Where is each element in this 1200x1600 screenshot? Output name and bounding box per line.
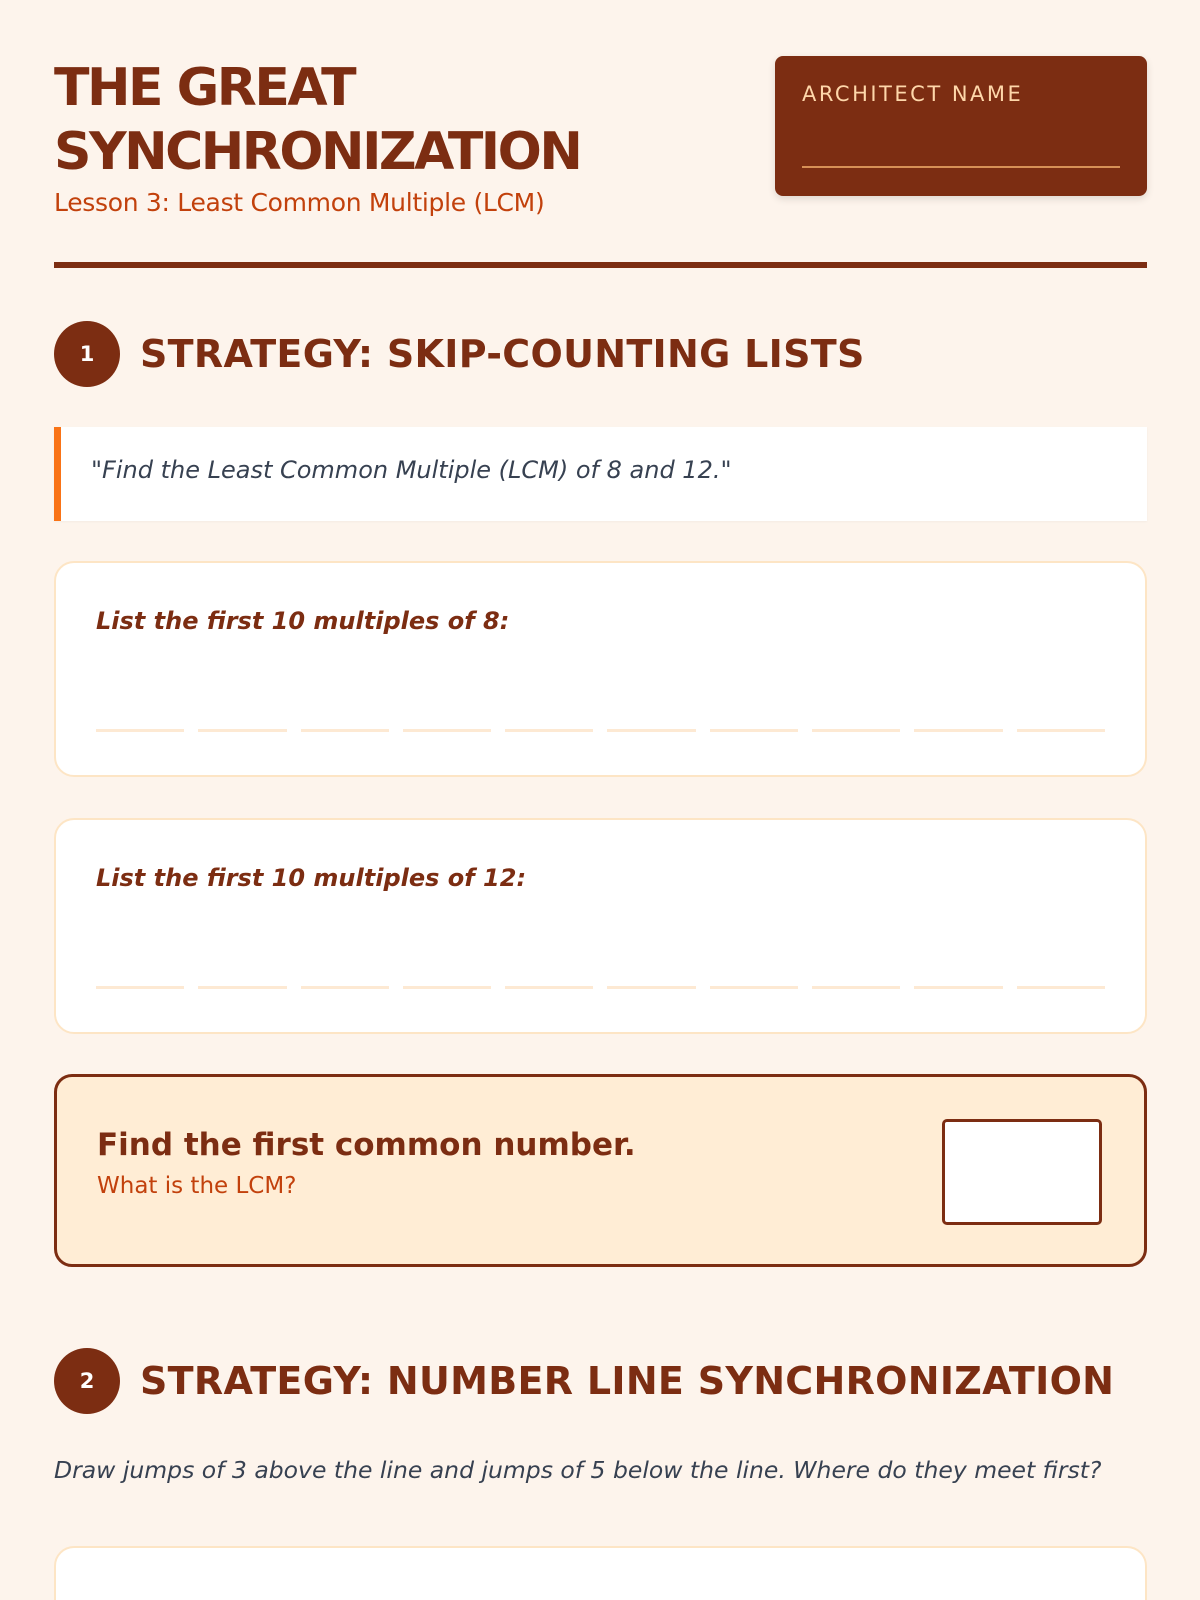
answer-blank[interactable] <box>812 986 900 989</box>
multiples-of-8-label: List the first 10 multiples of 8: <box>96 607 510 635</box>
answer-blank[interactable] <box>607 729 695 732</box>
answer-blank[interactable] <box>198 986 286 989</box>
multiples-of-12-blanks <box>96 986 1105 989</box>
answer-blank[interactable] <box>914 986 1002 989</box>
multiples-of-8-card <box>54 561 1147 777</box>
section-2-title: STRATEGY: NUMBER LINE SYNCHRONIZATION <box>140 1359 1115 1403</box>
architect-name-label: ARCHITECT NAME <box>802 82 1024 106</box>
answer-blank[interactable] <box>403 986 491 989</box>
section-1-title: STRATEGY: SKIP-COUNTING LISTS <box>140 332 865 376</box>
answer-prompt-title: Find the first common number. <box>97 1127 636 1163</box>
multiples-of-12-label: List the first 10 multiples of 12: <box>96 864 527 892</box>
architect-name-card <box>775 56 1147 196</box>
answer-blank[interactable] <box>1017 729 1105 732</box>
number-line-card <box>54 1546 1147 1600</box>
number-line-instruction: Draw jumps of 3 above the line and jumps of 5 below the line. Where do they meet first? <box>54 1456 1102 1484</box>
answer-blank[interactable] <box>505 729 593 732</box>
section-1-heading <box>54 321 865 387</box>
multiples-of-8-blanks <box>96 729 1105 732</box>
section-2-heading <box>54 1348 1114 1414</box>
answer-blank[interactable] <box>96 986 184 989</box>
section-2-number-badge: 2 <box>54 1348 120 1414</box>
problem-quote: "Find the Least Common Multiple (LCM) of 8 and 12." <box>54 427 1147 521</box>
architect-name-field[interactable] <box>802 166 1120 168</box>
answer-prompt-question: What is the LCM? <box>97 1173 297 1199</box>
page-title: THE GREAT SYNCHRONIZATION <box>54 58 581 182</box>
answer-blank[interactable] <box>403 729 491 732</box>
answer-blank[interactable] <box>301 729 389 732</box>
answer-blank[interactable] <box>1017 986 1105 989</box>
lcm-answer-input[interactable] <box>942 1119 1102 1225</box>
answer-blank[interactable] <box>505 986 593 989</box>
lesson-subtitle: Lesson 3: Least Common Multiple (LCM) <box>54 188 545 217</box>
answer-blank[interactable] <box>710 986 798 989</box>
section-1-number-badge: 1 <box>54 321 120 387</box>
answer-blank[interactable] <box>914 729 1002 732</box>
answer-blank[interactable] <box>301 986 389 989</box>
worksheet-header <box>54 56 1147 268</box>
answer-blank[interactable] <box>812 729 900 732</box>
answer-blank[interactable] <box>198 729 286 732</box>
answer-blank[interactable] <box>607 986 695 989</box>
multiples-of-12-card <box>54 818 1147 1034</box>
lcm-answer-box <box>54 1074 1147 1267</box>
answer-blank[interactable] <box>710 729 798 732</box>
answer-blank[interactable] <box>96 729 184 732</box>
